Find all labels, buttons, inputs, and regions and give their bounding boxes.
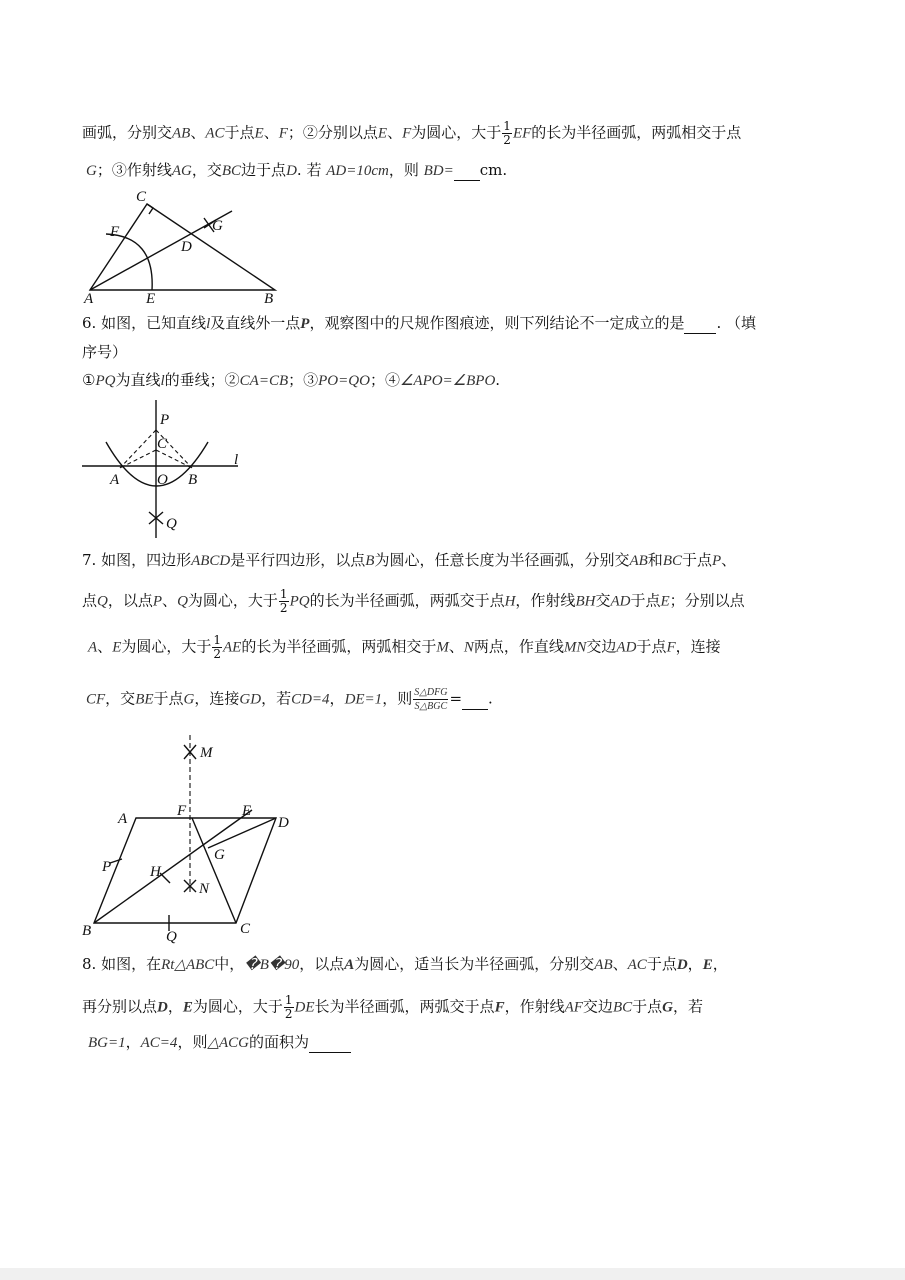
text: 为圆心，任意长度为半径画弧，分别交	[374, 551, 630, 569]
label-e: E	[146, 291, 156, 306]
math-h: H	[504, 593, 516, 610]
segment-cf	[192, 818, 236, 923]
unit-text: cm.	[479, 161, 508, 179]
label-p: P	[102, 859, 112, 875]
math-abcd: ABCD	[191, 553, 231, 569]
math-pq: PQ	[289, 593, 310, 610]
math-ef: EF	[512, 125, 532, 142]
text: 画弧，分别交	[82, 123, 173, 142]
text: ，	[167, 997, 183, 1016]
math-cd: CD=4	[291, 691, 330, 708]
q5-line-2	[86, 160, 507, 181]
math-q: Q	[177, 593, 188, 610]
text: ，交	[191, 161, 222, 179]
text: 交边	[582, 997, 613, 1016]
label-f: F	[110, 224, 120, 240]
frac-num: 1	[279, 587, 288, 601]
text: 是平行四边形，以点	[230, 551, 366, 569]
math-de: DE=1	[344, 691, 383, 708]
text: 、	[190, 123, 206, 142]
math-bc: BC	[662, 553, 682, 569]
text: ，	[712, 955, 728, 973]
label-c: C	[136, 189, 147, 205]
math-g: G	[183, 691, 195, 708]
text: 为圆心，适当长为半径画弧，分别交	[354, 955, 595, 973]
text: ；②分别以点	[287, 123, 378, 142]
text: 于点	[224, 123, 255, 142]
label-q: Q	[166, 929, 177, 945]
text: 、	[387, 123, 403, 142]
text: .	[488, 689, 493, 708]
label-m: M	[200, 745, 213, 761]
label-n: N	[199, 881, 210, 897]
math-triangle-acg: △ACG	[207, 1035, 249, 1051]
math-bd: BD=	[423, 163, 454, 179]
math-e: E	[702, 957, 713, 973]
frac-den: 2	[279, 601, 288, 615]
text: ；③作射线	[96, 161, 172, 179]
q8-line-2	[82, 994, 703, 1021]
text: ，连接	[194, 689, 240, 708]
math-p: P	[152, 593, 163, 610]
math-de: DE	[294, 999, 315, 1016]
dash-pa	[120, 430, 156, 468]
label-a: A	[110, 472, 120, 488]
math-f: F	[666, 639, 676, 656]
text: 为圆心，大于	[411, 123, 502, 142]
math-m: M	[436, 639, 449, 656]
text: 再分别以点	[82, 997, 158, 1016]
text: ①	[82, 371, 96, 389]
answer-blank[interactable]	[454, 160, 480, 181]
text: 为直线	[115, 371, 161, 389]
dash-cb	[156, 450, 192, 468]
text: 、	[162, 591, 178, 610]
text: .	[495, 371, 501, 389]
math-po-qo: PO=QO	[318, 373, 370, 389]
math-e: E	[254, 125, 264, 142]
math-ab: AB	[594, 957, 613, 973]
text: 两点，作直线	[473, 637, 564, 656]
math-f: F	[402, 125, 412, 142]
math-l: l	[206, 316, 211, 332]
q7-line-2	[82, 588, 745, 615]
text: 于点	[681, 551, 712, 569]
text: 7. 如图，四边形	[82, 551, 192, 569]
frac-num: S△DFG	[414, 687, 448, 698]
q8-line-3	[88, 1032, 351, 1053]
fraction-half	[279, 588, 289, 615]
label-p: P	[160, 412, 170, 428]
text: 为圆心，大于	[192, 997, 283, 1016]
fraction-half	[284, 994, 294, 1021]
text: 于点	[632, 997, 663, 1016]
text: ，则	[177, 1033, 208, 1051]
text: ；分别以点	[669, 591, 745, 610]
text: 于点	[646, 955, 677, 973]
q7-line-3	[88, 634, 721, 661]
parallelogram-abcd	[94, 818, 276, 923]
math-angles: ∠APO=∠BPO	[399, 373, 496, 389]
fraction-area-ratio	[413, 686, 448, 713]
text: ，作射线	[515, 591, 576, 610]
math-angle-b: �B�90	[244, 957, 300, 973]
label-f: F	[177, 803, 187, 819]
math-a: A	[88, 639, 98, 656]
label-g: G	[214, 847, 225, 863]
math-p: P	[712, 553, 722, 569]
right-angle-mark	[147, 204, 153, 214]
math-rt-abc: Rt△ABC	[161, 957, 215, 973]
math-e: E	[182, 999, 193, 1016]
math-d: D	[676, 957, 688, 973]
math-f: F	[494, 999, 505, 1016]
frac-num: 1	[284, 993, 293, 1007]
text: ，观察图中的尺规作图痕迹，则下列结论不一定成立的是	[309, 314, 685, 332]
math-d: D	[157, 999, 168, 1016]
text: ，交	[105, 689, 136, 708]
label-g: G	[212, 218, 223, 234]
text: 、	[263, 123, 279, 142]
frac-num: 1	[213, 633, 222, 647]
answer-blank[interactable]	[462, 689, 488, 710]
math-f: F	[278, 125, 288, 142]
text: ，则	[382, 689, 413, 708]
text: =	[449, 689, 463, 708]
math-mn: MN	[563, 639, 587, 656]
math-gd: GD	[239, 691, 262, 708]
math-e: E	[112, 639, 122, 656]
text: 序号）	[82, 343, 128, 361]
q7-line-1	[82, 550, 736, 571]
label-b: B	[82, 923, 92, 939]
label-l: l	[234, 452, 239, 468]
text: ，以点	[299, 955, 345, 973]
math-l: l	[160, 373, 165, 389]
text: ，	[125, 1033, 141, 1051]
text: 的长为半径画弧，两弧相交于	[241, 637, 437, 656]
q7-line-4	[86, 686, 493, 713]
text: ，作射线	[504, 997, 565, 1016]
frac-den: 2	[284, 1007, 293, 1021]
math-ac: AC	[627, 957, 647, 973]
text: 中，	[214, 955, 245, 973]
text: 交边	[586, 637, 617, 656]
math-be: BE	[135, 691, 154, 708]
math-q: Q	[97, 593, 108, 610]
math-ae: AE	[223, 639, 242, 656]
text: ，则	[388, 161, 419, 179]
q8-line-1	[82, 954, 728, 975]
math-ac: AC	[205, 125, 225, 142]
label-b: B	[264, 291, 274, 306]
text: 边于点	[241, 161, 287, 179]
math-ab: AB	[629, 553, 648, 569]
text: 、	[721, 551, 737, 569]
figure-6-perpendicular	[80, 400, 250, 540]
text: ，以点	[107, 591, 153, 610]
text: 交	[595, 591, 611, 610]
math-ad: AD	[616, 639, 637, 656]
math-b: B	[365, 553, 375, 569]
label-h: H	[150, 864, 161, 880]
label-b: B	[188, 472, 198, 488]
math-cf: CF	[86, 691, 106, 708]
mark-p	[110, 859, 122, 863]
text: 、	[448, 637, 464, 656]
math-ab: AB	[172, 125, 191, 142]
frac-den: S△BGC	[414, 701, 448, 712]
math-e: E	[377, 125, 388, 142]
math-ca-cb: CA=CB	[239, 373, 289, 389]
text: 8. 如图，在	[82, 955, 162, 973]
text: ，	[329, 689, 345, 708]
figure-7-parallelogram	[80, 735, 310, 945]
math-p: P	[300, 316, 310, 332]
label-o: O	[157, 472, 168, 488]
text: 的垂线；②	[164, 371, 240, 389]
label-c: C	[240, 921, 251, 937]
math-bh: BH	[575, 593, 596, 610]
dash-ca	[120, 450, 156, 468]
q5-line-1	[82, 120, 741, 147]
text: 和	[647, 551, 663, 569]
math-pq: PQ	[95, 373, 116, 389]
answer-blank[interactable]	[309, 1032, 351, 1053]
math-ad-value: AD=10cm	[326, 163, 389, 179]
q6-line-2	[82, 342, 127, 362]
text: 6. 如图，已知直线	[82, 314, 207, 332]
frac-den: 2	[213, 647, 222, 661]
text: ；③	[288, 371, 319, 389]
fraction-half	[502, 120, 512, 147]
label-e: E	[242, 803, 252, 819]
q6-line-1	[82, 313, 756, 334]
text: 于点	[153, 689, 184, 708]
page-bottom-strip	[0, 1268, 905, 1280]
text: ，连接	[675, 637, 721, 656]
text: ，若	[672, 997, 703, 1016]
text: ；④	[369, 371, 400, 389]
fraction-half	[212, 634, 222, 661]
text: 于点	[630, 591, 661, 610]
frac-num: 1	[503, 119, 511, 133]
math-bc: BC	[221, 163, 242, 179]
label-d: D	[181, 239, 192, 255]
figure-5-triangle	[80, 188, 290, 306]
answer-blank[interactable]	[684, 313, 716, 334]
mark-h	[160, 873, 170, 883]
q6-line-3	[82, 370, 500, 391]
math-ad: AD	[610, 593, 631, 610]
label-c: C	[157, 436, 168, 452]
math-g: G	[86, 163, 97, 179]
text: 的长为半径画弧，两弧交于点	[309, 591, 505, 610]
frac-den: 2	[503, 133, 511, 147]
text: 的长为半径画弧，两弧相交于点	[531, 123, 742, 142]
math-g: G	[662, 999, 673, 1016]
math-af: AF	[564, 999, 583, 1016]
math-n: N	[463, 639, 474, 656]
text: 为圆心，大于	[121, 637, 212, 656]
text: . 若	[296, 161, 322, 179]
label-q: Q	[166, 516, 177, 532]
math-e: E	[660, 593, 670, 610]
arc-ef	[106, 234, 152, 290]
text: 及直线外一点	[210, 314, 301, 332]
text: ，	[687, 955, 703, 973]
text: 、	[612, 955, 628, 973]
math-ac: AC=4	[140, 1035, 178, 1051]
text: 长为半径画弧，两弧交于点	[314, 997, 495, 1016]
math-ag: AG	[171, 163, 192, 179]
label-a: A	[118, 811, 128, 827]
text: 的面积为	[249, 1033, 310, 1051]
label-a: A	[84, 291, 94, 306]
math-d: D	[286, 163, 297, 179]
text: 于点	[636, 637, 667, 656]
text: ，若	[261, 689, 292, 708]
math-bc: BC	[612, 999, 633, 1016]
math-bg: BG=1	[88, 1035, 126, 1051]
text: 、	[97, 637, 113, 656]
text: . （填	[716, 314, 757, 332]
label-d: D	[278, 815, 289, 831]
text: 点	[82, 591, 98, 610]
math-a: A	[344, 957, 355, 973]
text: 为圆心，大于	[187, 591, 278, 610]
